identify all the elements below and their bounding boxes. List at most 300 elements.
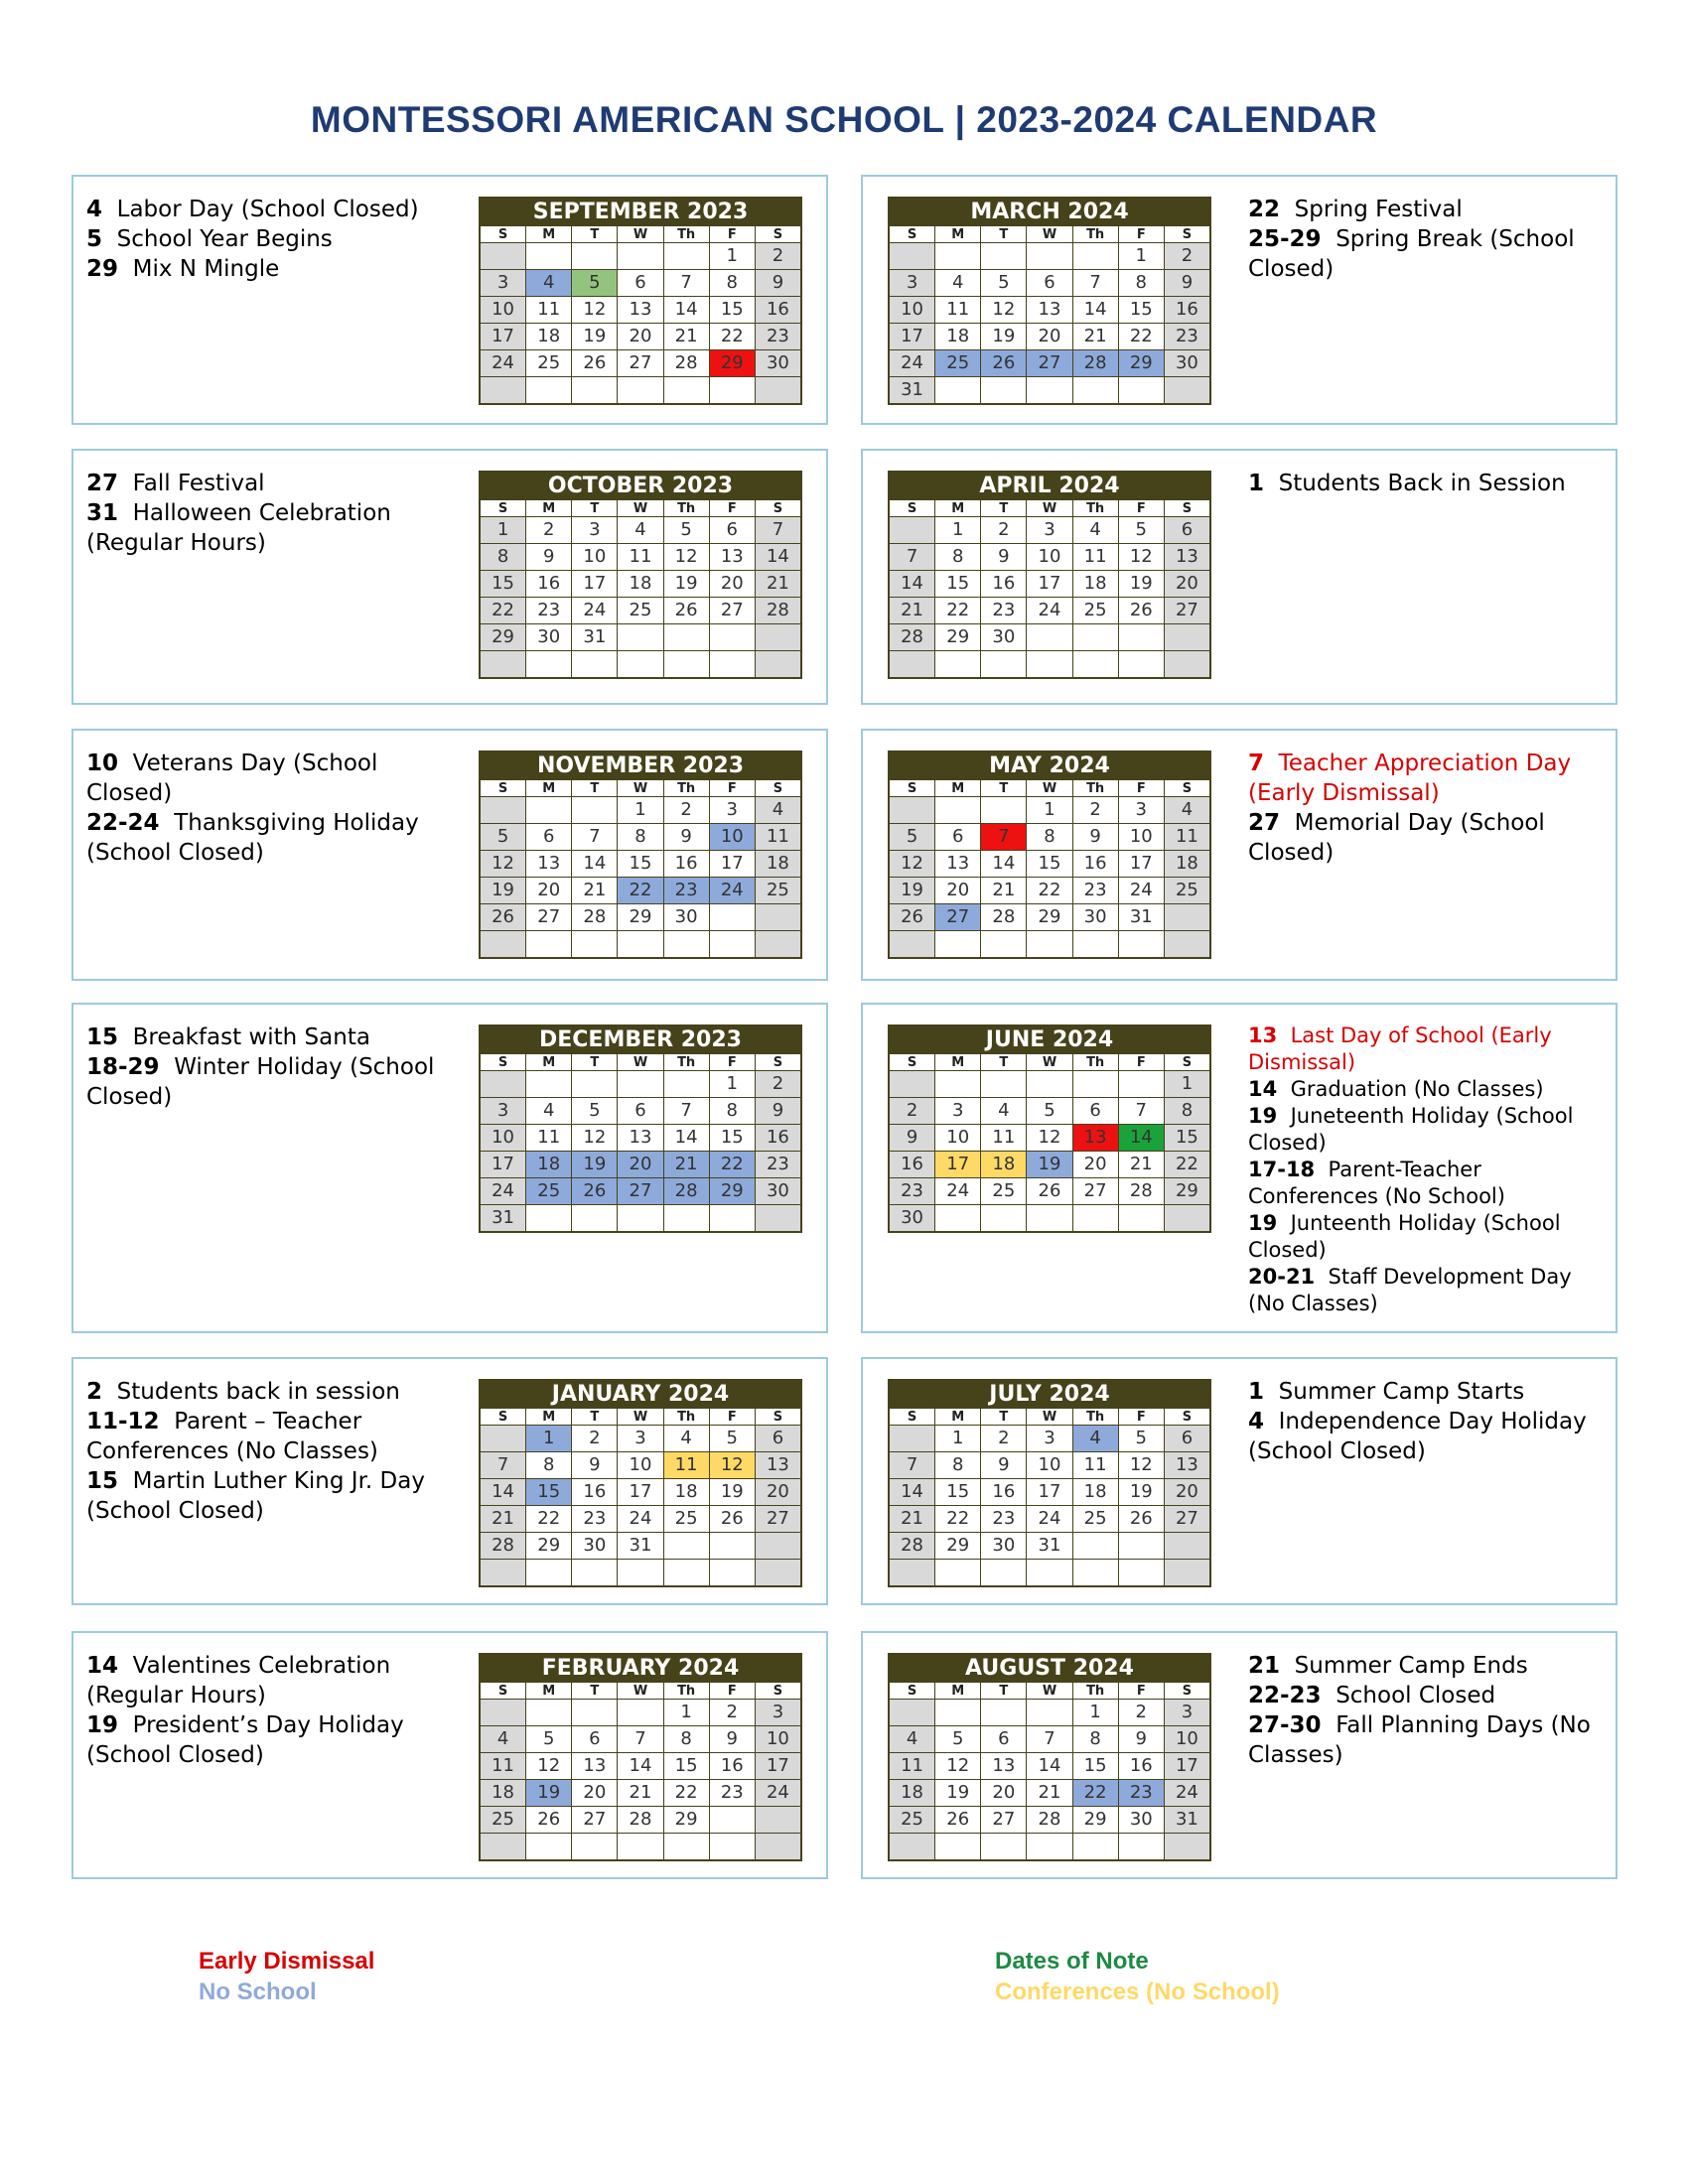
events-list [1248, 1377, 1606, 1466]
day-cell [526, 1205, 571, 1231]
day-cell: 10 [935, 1125, 980, 1151]
day-cell [664, 931, 709, 957]
day-cell [526, 1700, 571, 1725]
event-date: 5 [86, 226, 103, 252]
day-cell: 8 [935, 1452, 980, 1478]
weekday-label: W [618, 500, 662, 516]
month-calendar [479, 471, 802, 679]
day-cell: 5 [572, 270, 617, 296]
day-cell: 14 [1073, 297, 1118, 323]
day-cell: 23 [710, 1780, 755, 1806]
day-cell: 27 [1165, 1506, 1209, 1532]
day-cell: 31 [890, 377, 934, 403]
day-cell: 15 [1073, 1753, 1118, 1779]
day-cell: 14 [756, 544, 800, 570]
day-cell: 25 [664, 1506, 709, 1532]
event-text: Students Back in Session [1278, 471, 1566, 496]
day-cell: 20 [1027, 324, 1071, 349]
event-text: Parent-Teacher Conferences (No School) [1248, 1158, 1505, 1208]
day-cell [481, 1560, 525, 1585]
day-cell [1073, 624, 1118, 650]
day-cell [481, 1071, 525, 1097]
day-cell [1165, 1205, 1209, 1231]
event-date: 25-29 [1248, 226, 1322, 252]
event-date: 27 [86, 471, 119, 496]
day-cell: 15 [1027, 851, 1071, 877]
month-grid [479, 1409, 802, 1587]
day-cell [710, 904, 755, 930]
day-cell: 7 [664, 270, 709, 296]
day-cell: 7 [890, 544, 934, 570]
day-cell [981, 797, 1026, 823]
day-cell: 20 [1165, 571, 1209, 597]
day-cell [1165, 1533, 1209, 1559]
day-cell: 14 [664, 297, 709, 323]
weekday-label: S [481, 226, 525, 242]
event-item [86, 224, 444, 254]
day-cell [1027, 1205, 1071, 1231]
weekday-label: S [481, 1409, 525, 1425]
day-cell: 28 [481, 1533, 525, 1559]
weekday-label: S [890, 1683, 934, 1699]
day-cell [618, 1205, 662, 1231]
event-text: Last Day of School (Early Dismissal) [1248, 1024, 1552, 1074]
event-text: Mix N Mingle [132, 256, 280, 282]
day-cell: 17 [710, 851, 755, 877]
day-cell: 28 [1119, 1178, 1164, 1204]
day-cell: 19 [572, 1152, 617, 1177]
day-cell: 11 [756, 824, 800, 850]
day-cell: 27 [618, 350, 662, 376]
event-text: Halloween Celebration (Regular Hours) [86, 500, 391, 556]
weekday-label: M [526, 1683, 571, 1699]
day-cell: 17 [1165, 1753, 1209, 1779]
day-cell [481, 1700, 525, 1725]
day-cell: 2 [981, 1426, 1026, 1451]
day-cell: 28 [664, 1178, 709, 1204]
month-name: DECEMBER 2023 [479, 1024, 802, 1054]
events-list [86, 195, 444, 284]
event-item [1248, 1710, 1606, 1770]
month-grid [479, 500, 802, 679]
day-cell: 7 [664, 1098, 709, 1124]
day-cell: 24 [935, 1178, 980, 1204]
weekday-label: S [890, 500, 934, 516]
day-cell: 14 [890, 1479, 934, 1505]
day-cell: 12 [572, 1125, 617, 1151]
day-cell: 24 [1165, 1780, 1209, 1806]
day-cell: 15 [1165, 1125, 1209, 1151]
event-date: 31 [86, 500, 119, 526]
day-cell: 13 [618, 297, 662, 323]
legend-left [199, 1946, 374, 2007]
day-cell: 18 [1165, 851, 1209, 877]
day-cell [710, 624, 755, 650]
day-cell [890, 1700, 934, 1725]
day-cell: 12 [1119, 544, 1164, 570]
weekday-label: S [890, 780, 934, 796]
day-cell: 8 [526, 1452, 571, 1478]
day-cell: 9 [756, 270, 800, 296]
day-cell: 3 [1119, 797, 1164, 823]
day-cell: 5 [664, 517, 709, 543]
day-cell: 26 [710, 1506, 755, 1532]
event-text: Staff Development Day (No Classes) [1248, 1265, 1572, 1315]
day-cell: 7 [481, 1452, 525, 1478]
day-cell: 26 [572, 1178, 617, 1204]
weekday-label: F [1119, 1683, 1164, 1699]
day-cell: 24 [1027, 598, 1071, 623]
event-item [86, 1710, 444, 1770]
day-cell: 29 [935, 624, 980, 650]
day-cell: 6 [756, 1426, 800, 1451]
day-cell [890, 797, 934, 823]
month-name: OCTOBER 2023 [479, 471, 802, 500]
day-cell: 3 [1027, 1426, 1071, 1451]
day-cell [1073, 243, 1118, 269]
day-cell [664, 1071, 709, 1097]
day-cell: 20 [572, 1780, 617, 1806]
day-cell [1027, 651, 1071, 677]
weekday-label: F [710, 1054, 755, 1070]
month-panel [861, 729, 1618, 981]
weekday-label: M [935, 1683, 980, 1699]
weekday-label: T [981, 500, 1026, 516]
day-cell: 3 [572, 517, 617, 543]
day-cell: 1 [664, 1700, 709, 1725]
day-cell: 4 [1165, 797, 1209, 823]
day-cell: 4 [890, 1726, 934, 1752]
day-cell: 14 [664, 1125, 709, 1151]
day-cell: 10 [710, 824, 755, 850]
day-cell: 17 [1027, 1479, 1071, 1505]
weekday-label: S [756, 1683, 800, 1699]
day-cell: 20 [526, 878, 571, 903]
day-cell [935, 651, 980, 677]
day-cell: 29 [481, 624, 525, 650]
day-cell [1027, 1700, 1071, 1725]
month-calendar [888, 197, 1211, 405]
day-cell: 16 [981, 1479, 1026, 1505]
day-cell: 10 [618, 1452, 662, 1478]
month-panel [71, 449, 828, 705]
weekday-label: Th [664, 1409, 709, 1425]
weekday-label: Th [1073, 780, 1118, 796]
day-cell [1073, 651, 1118, 677]
day-cell: 26 [981, 350, 1026, 376]
event-date: 7 [1248, 751, 1265, 776]
event-item [1248, 749, 1606, 808]
day-cell [1027, 243, 1071, 269]
event-text: Spring Break (School Closed) [1248, 226, 1575, 282]
day-cell: 30 [1073, 904, 1118, 930]
event-text: Juneteenth Holiday (School Closed) [1248, 1104, 1574, 1155]
weekday-label: T [572, 1054, 617, 1070]
day-cell: 6 [981, 1726, 1026, 1752]
month-calendar [888, 1379, 1211, 1587]
event-item [1248, 1407, 1606, 1466]
day-cell: 14 [618, 1753, 662, 1779]
day-cell: 23 [572, 1506, 617, 1532]
day-cell [890, 1071, 934, 1097]
day-cell: 9 [756, 1098, 800, 1124]
weekday-label: S [756, 226, 800, 242]
day-cell: 22 [1165, 1152, 1209, 1177]
day-cell: 17 [890, 324, 934, 349]
weekday-label: W [1027, 500, 1071, 516]
event-date: 14 [1248, 1077, 1278, 1101]
day-cell [618, 1071, 662, 1097]
day-cell: 3 [935, 1098, 980, 1124]
day-cell [481, 651, 525, 677]
day-cell: 24 [890, 350, 934, 376]
events-list [1248, 1651, 1606, 1770]
weekday-label: T [981, 1054, 1026, 1070]
day-cell: 18 [981, 1152, 1026, 1177]
event-item [1248, 1076, 1606, 1103]
day-cell [618, 377, 662, 403]
day-cell [1165, 651, 1209, 677]
day-cell: 17 [481, 1152, 525, 1177]
day-cell: 6 [618, 1098, 662, 1124]
day-cell: 6 [1073, 1098, 1118, 1124]
day-cell: 2 [890, 1098, 934, 1124]
month-name: JULY 2024 [888, 1379, 1211, 1409]
day-cell [526, 243, 571, 269]
day-cell [1119, 1560, 1164, 1585]
day-cell: 25 [526, 350, 571, 376]
day-cell [572, 1700, 617, 1725]
month-calendar [479, 1379, 802, 1587]
day-cell: 2 [572, 1426, 617, 1451]
events-list [1248, 1023, 1606, 1317]
month-calendar [888, 751, 1211, 959]
day-cell: 11 [1073, 544, 1118, 570]
day-cell: 18 [618, 571, 662, 597]
day-cell: 9 [710, 1726, 755, 1752]
event-text: Junteenth Holiday (School Closed) [1248, 1211, 1561, 1262]
day-cell: 29 [526, 1533, 571, 1559]
event-item [86, 1651, 444, 1710]
day-cell [1073, 1834, 1118, 1859]
weekday-label: S [756, 780, 800, 796]
day-cell: 20 [1165, 1479, 1209, 1505]
day-cell: 4 [526, 1098, 571, 1124]
day-cell: 6 [1027, 270, 1071, 296]
weekday-label: M [935, 1409, 980, 1425]
day-cell [526, 377, 571, 403]
day-cell: 19 [1119, 571, 1164, 597]
day-cell: 14 [890, 571, 934, 597]
day-cell [481, 377, 525, 403]
day-cell: 12 [664, 544, 709, 570]
day-cell: 16 [1165, 297, 1209, 323]
event-text: Valentines Celebration (Regular Hours) [86, 1653, 391, 1708]
day-cell: 21 [756, 571, 800, 597]
day-cell [618, 624, 662, 650]
month-grid [888, 1054, 1211, 1233]
day-cell [526, 1560, 571, 1585]
event-date: 11-12 [86, 1409, 160, 1434]
day-cell [664, 651, 709, 677]
event-item [1248, 1157, 1606, 1210]
day-cell: 1 [1119, 243, 1164, 269]
day-cell: 27 [618, 1178, 662, 1204]
day-cell: 1 [618, 797, 662, 823]
day-cell: 16 [981, 571, 1026, 597]
weekday-label: W [1027, 226, 1071, 242]
weekday-label: W [618, 1683, 662, 1699]
day-cell: 22 [481, 598, 525, 623]
day-cell: 28 [890, 1533, 934, 1559]
day-cell: 9 [1073, 824, 1118, 850]
day-cell: 20 [756, 1479, 800, 1505]
day-cell: 18 [890, 1780, 934, 1806]
day-cell: 19 [890, 878, 934, 903]
day-cell: 6 [935, 824, 980, 850]
day-cell: 21 [664, 1152, 709, 1177]
day-cell: 3 [756, 1700, 800, 1725]
day-cell: 21 [664, 324, 709, 349]
day-cell: 19 [710, 1479, 755, 1505]
weekday-label: M [526, 1409, 571, 1425]
day-cell: 9 [572, 1452, 617, 1478]
weekday-label: M [526, 780, 571, 796]
day-cell [981, 1700, 1026, 1725]
day-cell [710, 1560, 755, 1585]
day-cell: 2 [1165, 243, 1209, 269]
day-cell: 26 [481, 904, 525, 930]
event-text: Veterans Day (School Closed) [86, 751, 378, 806]
event-text: Parent – Teacher Conferences (No Classes) [86, 1409, 378, 1464]
day-cell: 7 [572, 824, 617, 850]
day-cell: 25 [756, 878, 800, 903]
day-cell: 15 [664, 1753, 709, 1779]
day-cell: 14 [1119, 1125, 1164, 1151]
day-cell: 26 [572, 350, 617, 376]
day-cell: 11 [664, 1452, 709, 1478]
event-date: 14 [86, 1653, 119, 1679]
day-cell: 31 [1119, 904, 1164, 930]
weekday-label: M [935, 226, 980, 242]
day-cell [756, 1533, 800, 1559]
day-cell: 25 [618, 598, 662, 623]
day-cell: 6 [1165, 517, 1209, 543]
event-item [86, 1377, 444, 1407]
weekday-label: S [481, 500, 525, 516]
day-cell [1119, 931, 1164, 957]
event-text: Fall Festival [132, 471, 265, 496]
day-cell: 23 [1073, 878, 1118, 903]
month-name: NOVEMBER 2023 [479, 751, 802, 780]
day-cell: 6 [618, 270, 662, 296]
day-cell: 12 [981, 297, 1026, 323]
day-cell [572, 1560, 617, 1585]
day-cell [1165, 904, 1209, 930]
weekday-label: W [1027, 1054, 1071, 1070]
day-cell [1073, 931, 1118, 957]
day-cell: 2 [664, 797, 709, 823]
day-cell [935, 797, 980, 823]
month-calendar [479, 751, 802, 959]
day-cell: 19 [935, 1780, 980, 1806]
event-date: 19 [1248, 1211, 1278, 1235]
day-cell: 12 [481, 851, 525, 877]
day-cell: 27 [1165, 598, 1209, 623]
day-cell: 22 [664, 1780, 709, 1806]
event-item [1248, 1264, 1606, 1317]
event-date: 4 [1248, 1409, 1265, 1434]
event-text: School Closed [1336, 1683, 1496, 1708]
day-cell: 18 [1073, 1479, 1118, 1505]
day-cell: 28 [664, 350, 709, 376]
day-cell: 30 [572, 1533, 617, 1559]
day-cell: 21 [981, 878, 1026, 903]
day-cell: 22 [526, 1506, 571, 1532]
day-cell [572, 651, 617, 677]
day-cell: 22 [935, 1506, 980, 1532]
day-cell [1119, 651, 1164, 677]
day-cell [618, 1700, 662, 1725]
day-cell: 24 [1119, 878, 1164, 903]
event-text: Independence Day Holiday (School Closed) [1248, 1409, 1587, 1464]
weekday-label: Th [1073, 1409, 1118, 1425]
month-grid [479, 1054, 802, 1233]
day-cell [664, 243, 709, 269]
event-item [86, 1407, 444, 1466]
day-cell [710, 651, 755, 677]
month-grid [479, 780, 802, 959]
page-title: MONTESSORI AMERICAN SCHOOL | 2023-2024 CALENDAR [310, 99, 1378, 140]
legend-early-dismissal: Early Dismissal [199, 1948, 375, 1975]
day-cell: 13 [1165, 1452, 1209, 1478]
day-cell: 13 [1027, 297, 1071, 323]
day-cell: 7 [756, 517, 800, 543]
day-cell [756, 1834, 800, 1859]
day-cell: 26 [890, 904, 934, 930]
weekday-label: T [572, 1683, 617, 1699]
day-cell: 31 [572, 624, 617, 650]
day-cell: 31 [618, 1533, 662, 1559]
legend-dates-of-note: Dates of Note [995, 1948, 1149, 1975]
month-grid [888, 1683, 1211, 1861]
event-date: 15 [86, 1024, 119, 1050]
events-list [1248, 469, 1606, 498]
day-cell: 21 [481, 1506, 525, 1532]
day-cell: 12 [890, 851, 934, 877]
month-grid [888, 1409, 1211, 1587]
event-text: Fall Planning Days (No Classes) [1248, 1712, 1591, 1768]
day-cell: 20 [1073, 1152, 1118, 1177]
day-cell: 23 [756, 324, 800, 349]
day-cell [890, 517, 934, 543]
day-cell: 23 [890, 1178, 934, 1204]
event-text: Spring Festival [1294, 197, 1463, 222]
weekday-label: F [1119, 780, 1164, 796]
day-cell: 19 [526, 1780, 571, 1806]
day-cell [1027, 377, 1071, 403]
day-cell: 27 [1073, 1178, 1118, 1204]
day-cell: 7 [890, 1452, 934, 1478]
day-cell: 30 [981, 1533, 1026, 1559]
day-cell: 1 [1073, 1700, 1118, 1725]
day-cell [890, 651, 934, 677]
day-cell: 23 [1119, 1780, 1164, 1806]
month-name: SEPTEMBER 2023 [479, 197, 802, 226]
weekday-label: W [618, 780, 662, 796]
day-cell: 12 [526, 1753, 571, 1779]
month-panel [71, 729, 828, 981]
